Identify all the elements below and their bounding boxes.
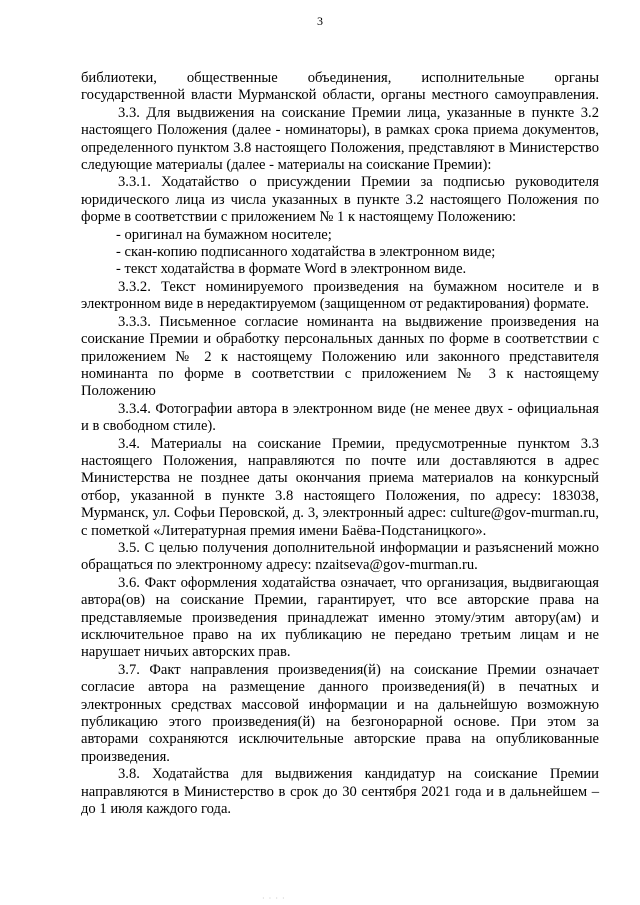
list-item-scan-copy: - скан-копию подписанного ходатайства в электронном виде; <box>116 244 496 261</box>
paragraph-text: библиотеки, общественные объединения, исполнительные органы государственной власти Мурманской области, органы местного самоуправления. <box>81 70 599 104</box>
scan-artifact: · · · · <box>262 894 286 903</box>
page-number: 3 <box>317 14 323 28</box>
list-item-original: - оригинал на бумажном носителе; <box>116 226 332 243</box>
paragraph-3-8: 3.8. Ходатайства для выдвижения кандидатур на соискание Премии направляются в Министерство в срок до 30 сентября 2021 года и в дальнейшем – до 1 июля каждого года. <box>81 766 599 818</box>
paragraph-3-3-4: 3.3.4. Фотографии автора в электронном виде (не менее двух - официальная и в свободном стиле). <box>81 400 599 435</box>
paragraph-3-3: 3.3. Для выдвижения на соискание Премии лица, указанные в пункте 3.2 настоящего Положения (далее - номинаторы), в рамках срока приема документов, определенного пунктом 3.8 настоящего Положения, представляют в Министерство следующие материалы (далее - материалы на соискание Премии): <box>81 104 599 174</box>
paragraph-3-3-2: 3.3.2. Текст номинируемого произведения на бумажном носителе и в электронном виде в нередактируемом (защищенном от редактирования) формате. <box>81 278 599 313</box>
paragraph-3-6: 3.6. Факт оформления ходатайства означает, что организация, выдвигающая автора(ов) на соискание Премии, гарантирует, что все авторские права на представляемые произведения принадлежат именно этому/этим автору(ам) и исключительное право на их публикацию не передано третьим лицам и не нарушает ничьих авторских прав. <box>81 574 599 661</box>
paragraph-3-3-1: 3.3.1. Ходатайство о присуждении Премии за подписью руководителя юридического лица из числа указанных в пункте 3.2 настоящего Положения по форме в соответствии с приложением № 1 к настоящему Положению: <box>81 174 599 226</box>
paragraph-3-7: 3.7. Факт направления произведения(й) на соискание Премии означает согласие автора на размещение данного произведения(й) в печатных и электронных средствах массовой информации и на дальнейшую возможную публикацию этого произведения(й) на безгонорарной основе. При этом за авторами сохраняются исключительные авторские права на опубликованные произведения. <box>81 661 599 765</box>
paragraph-3-4: 3.4. Материалы на соискание Премии, предусмотренные пунктом 3.3 настоящего Положения, направляются по почте или доставляются в адрес Министерства не позднее даты окончания приема материалов на конкурсный отбор, указанной в пункте 3.8 настоящего Положения, по адресу: 183038, Мурманск, ул. Софьи Перовской, д. 3, электронный адрес: culture@gov-murman.ru, с пометкой «Литературная премия имени Баёва-Подстаницкого». <box>81 435 599 539</box>
list-item-word-text: - текст ходатайства в формате Word в электронном виде. <box>116 261 467 278</box>
paragraph-3-3-3: 3.3.3. Письменное согласие номинанта на выдвижение произведения на соискание Премии и обработку персональных данных по форме в соответствии с приложением № 2 к настоящему Положению или законного представителя номинанта по форме в соответствии с приложением № 3 к настоящему Положению <box>81 313 599 400</box>
paragraph-3-5: 3.5. С целью получения дополнительной информации и разъяснений можно обращаться по электронному адресу: nzaitseva@gov-murman.ru. <box>81 539 599 574</box>
document-body <box>81 70 599 818</box>
paragraph-intro-continuation <box>81 70 599 105</box>
